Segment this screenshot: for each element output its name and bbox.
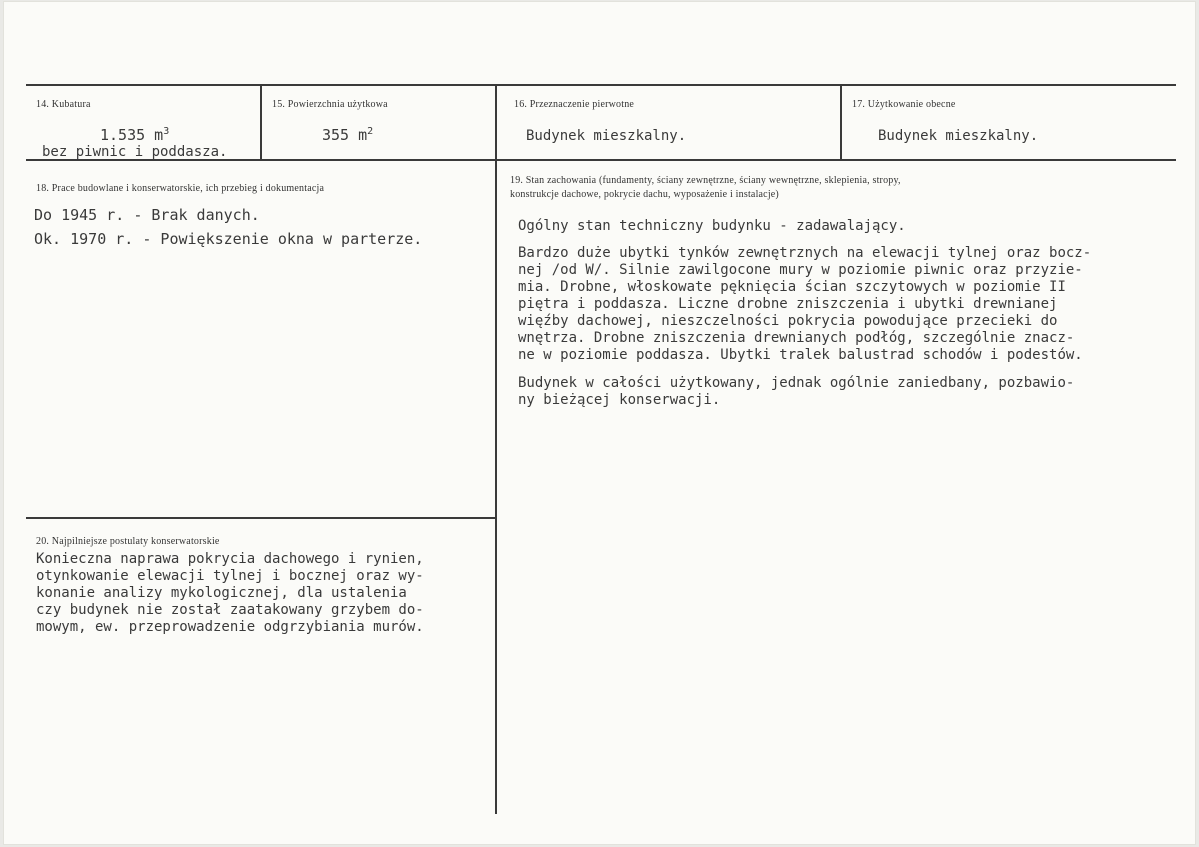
przeznaczenie-value: Budynek mieszkalny.: [526, 128, 687, 144]
powierzchnia-label: 15. Powierzchnia użytkowa: [272, 99, 388, 110]
stan-conclusion-line: ny bieżącej konserwacji.: [518, 392, 721, 408]
stan-conclusion-line: Budynek w całości użytkowany, jednak ogólnie zaniedbany, pozbawio-: [518, 375, 1075, 391]
powierzchnia-unit-exponent: 2: [367, 126, 374, 137]
uzytkowanie-label: 17. Użytkowanie obecne: [852, 99, 956, 110]
kubatura-number: 1.535 m: [100, 126, 164, 144]
divider-16-17: [840, 84, 842, 161]
powierzchnia-number: 355 m: [322, 126, 368, 144]
stan-conclusion: [518, 375, 1074, 409]
stan-label-line-1: 19. Stan zachowania (fundamenty, ściany zewnętrzne, ściany wewnętrzne, sklepienia, stropy,: [510, 175, 901, 186]
stan-details-line: ne w poziomie poddasza. Ubytki tralek balustrad schodów i podestów.: [518, 347, 1083, 363]
kubatura-note: bez piwnic i poddasza.: [42, 144, 228, 160]
top-rule: [26, 84, 1176, 86]
postulaty-line: mowym, ew. przeprowadzenie odgrzybiania murów.: [36, 619, 424, 635]
prace-line-2: Ok. 1970 r. - Powiększenie okna w parterze.: [34, 230, 423, 248]
stan-details-line: mia. Drobne, włoskowate pęknięcia ścian szczytowych w poziomie II: [518, 279, 1066, 295]
prace-line-1: Do 1945 r. - Brak danych.: [34, 206, 260, 224]
postulaty-label: 20. Najpilniejsze postulaty konserwatorskie: [36, 536, 220, 547]
stan-details-line: piętra i poddasza. Liczne drobne zniszczenia i ubytki drewnianej: [518, 296, 1058, 312]
stan-label-line-2: konstrukcje dachowe, pokrycie dachu, wyposażenie i instalacje): [510, 189, 779, 200]
section-20-rule: [26, 517, 496, 519]
kubatura-label: 14. Kubatura: [36, 99, 91, 110]
divider-14-15: [260, 84, 262, 161]
postulaty-line: czy budynek nie został zaatakowany grzybem do-: [36, 602, 424, 618]
stan-details: [518, 245, 1091, 364]
postulaty-line: Konieczna naprawa pokrycia dachowego i rynien,: [36, 551, 424, 567]
postulaty-line: otynkowanie elewacji tylnej i bocznej oraz wy-: [36, 568, 424, 584]
przeznaczenie-label: 16. Przeznaczenie pierwotne: [514, 99, 635, 110]
main-divider: [495, 84, 497, 814]
stan-details-line: nej /od W/. Silnie zawilgocone mury w poziomie piwnic oraz przyzie-: [518, 262, 1083, 278]
prace-label: 18. Prace budowlane i konserwatorskie, ich przebieg i dokumentacja: [36, 183, 325, 194]
postulaty-line: konanie analizy mykologicznej, dla ustalenia: [36, 585, 407, 601]
powierzchnia-value: [322, 126, 373, 144]
kubatura-unit-exponent: 3: [163, 126, 170, 137]
uzytkowanie-value: Budynek mieszkalny.: [878, 128, 1039, 144]
stan-details-line: Bardzo duże ubytki tynków zewnętrznych na elewacji tylnej oraz bocz-: [518, 245, 1092, 261]
stan-details-line: więźby dachowej, nieszczelności pokrycia powodujące przecieki do: [518, 313, 1058, 329]
stan-details-line: wnętrza. Drobne zniszczenia drewnianych podłóg, szczególnie znacz-: [518, 330, 1075, 346]
kubatura-value: [100, 126, 169, 144]
stan-summary: Ogólny stan techniczny budynku - zadawalający.: [518, 218, 906, 234]
postulaty-text: [36, 551, 424, 636]
record-card: [4, 2, 1195, 844]
